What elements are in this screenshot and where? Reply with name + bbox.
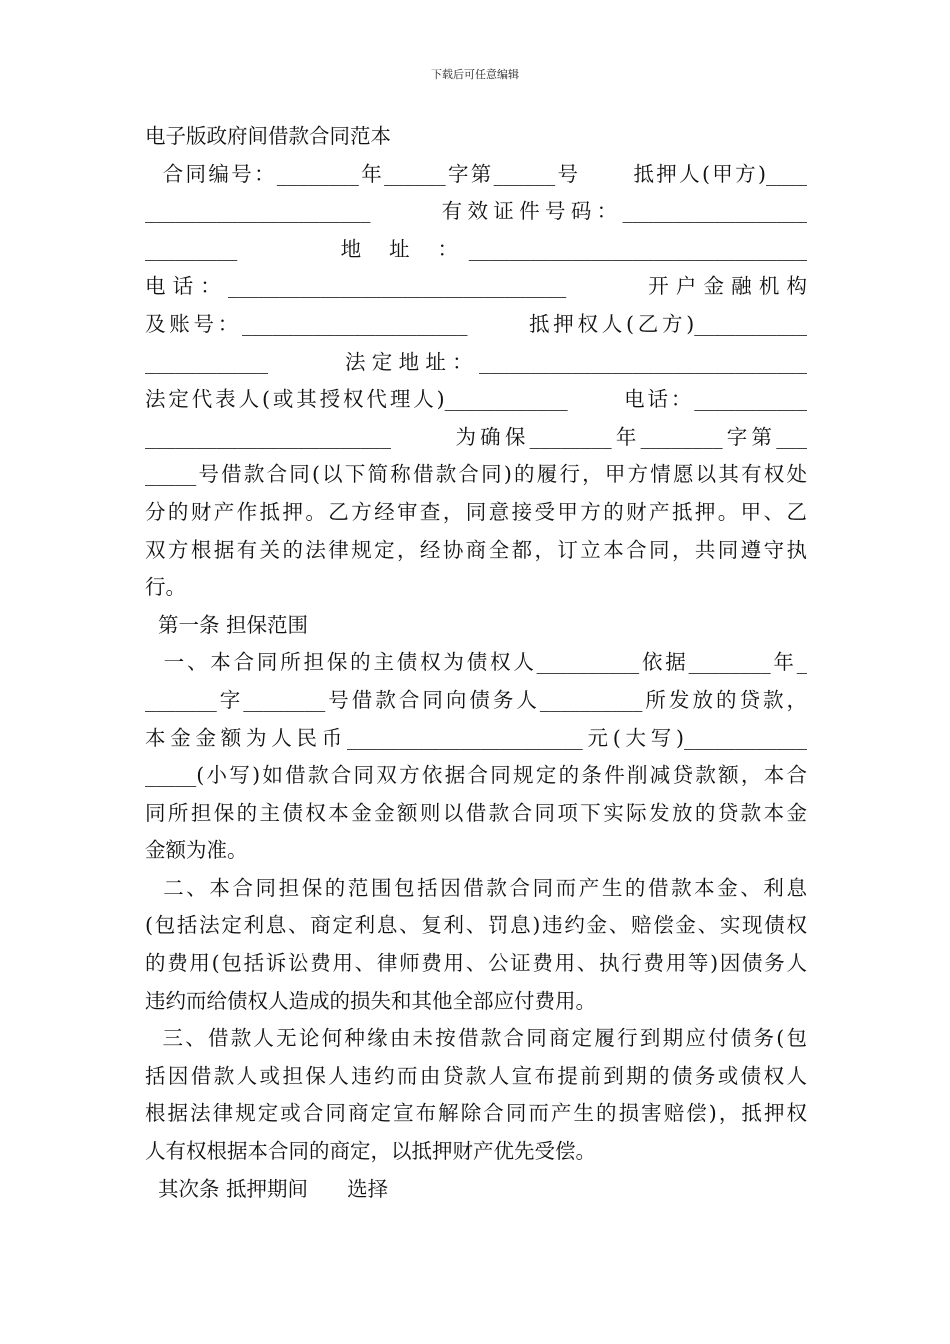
document-line: _______字________号借款合同向债务人__________所发放的贷款， [145, 687, 807, 712]
document-line: 合同编号：________年______字第______号 抵押人(甲方)____ [145, 161, 807, 186]
document-line: _________ 地 址 ：_________________________________ [145, 236, 807, 261]
document-line: _____(小写)如借款合同双方依据合同规定的条件削减贷款额，本合 [145, 763, 807, 788]
document-line: 行。 [145, 575, 186, 600]
document-line: ____________ 法定地址：________________________________ [145, 349, 807, 374]
document-line: 其次条 抵押期间 选择 [145, 1176, 389, 1201]
document-line: _____号借款合同(以下简称借款合同)的履行，甲方情愿以其有权处 [145, 462, 807, 487]
document-line: 电子版政府间借款合同范本 [145, 124, 391, 148]
document-line: 一、本合同所担保的主债权为债权人__________依据________年_ [145, 650, 807, 675]
document-body [145, 118, 807, 1208]
document-line: 的费用(包括诉讼费用、律师费用、公证费用、执行费用等)因债务人 [145, 951, 807, 976]
document-line: 及账号：______________________ 抵押权人(乙方)___________ [145, 311, 807, 336]
document-line: 金额为准。 [145, 838, 248, 863]
document-line: 法定代表人(或其授权代理人)____________ 电话：___________ [145, 387, 807, 412]
document-line: 分的财产作抵押。乙方经审查，同意接受甲方的财产抵押。甲、乙 [145, 499, 807, 524]
document-line: 根据法律规定或合同商定宣布解除合同而产生的损害赔偿)，抵押权 [145, 1101, 807, 1126]
page-header-note: 下载后可任意编辑 [431, 68, 519, 81]
document-line: (包括法定利息、商定利息、复利、罚息)违约金、赔偿金、实现债权 [145, 913, 807, 938]
document-line: 第一条 担保范围 [145, 612, 309, 637]
document-line: 本金金额为人民币_______________________元(大写)____________ [145, 725, 807, 750]
document-line: 双方根据有关的法律规定，经协商全都，订立本合同，共同遵守执 [145, 537, 807, 562]
document-line: 违约而给债权人造成的损失和其他全部应付费用。 [145, 988, 596, 1013]
document-line: 三、借款人无论何种缘由未按借款合同商定履行到期应付债务(包 [145, 1026, 807, 1051]
document-line: 括因借款人或担保人违约而由贷款人宣布提前到期的债务或债权人 [145, 1063, 807, 1088]
document-line: ________________________ 为确保________年________字第___ [145, 424, 807, 449]
document-line: 同所担保的主债权本金金额则以借款合同项下实际发放的贷款本金 [145, 800, 807, 825]
document-line: ______________________ 有效证件号码：__________________ [145, 199, 807, 224]
document-line: 电话：_________________________________ 开户金融机构 [145, 274, 807, 299]
document-line: 人有权根据本合同的商定，以抵押财产优先受偿。 [145, 1139, 596, 1164]
document-line: 二、本合同担保的范围包括因借款合同而产生的借款本金、利息 [145, 875, 807, 900]
